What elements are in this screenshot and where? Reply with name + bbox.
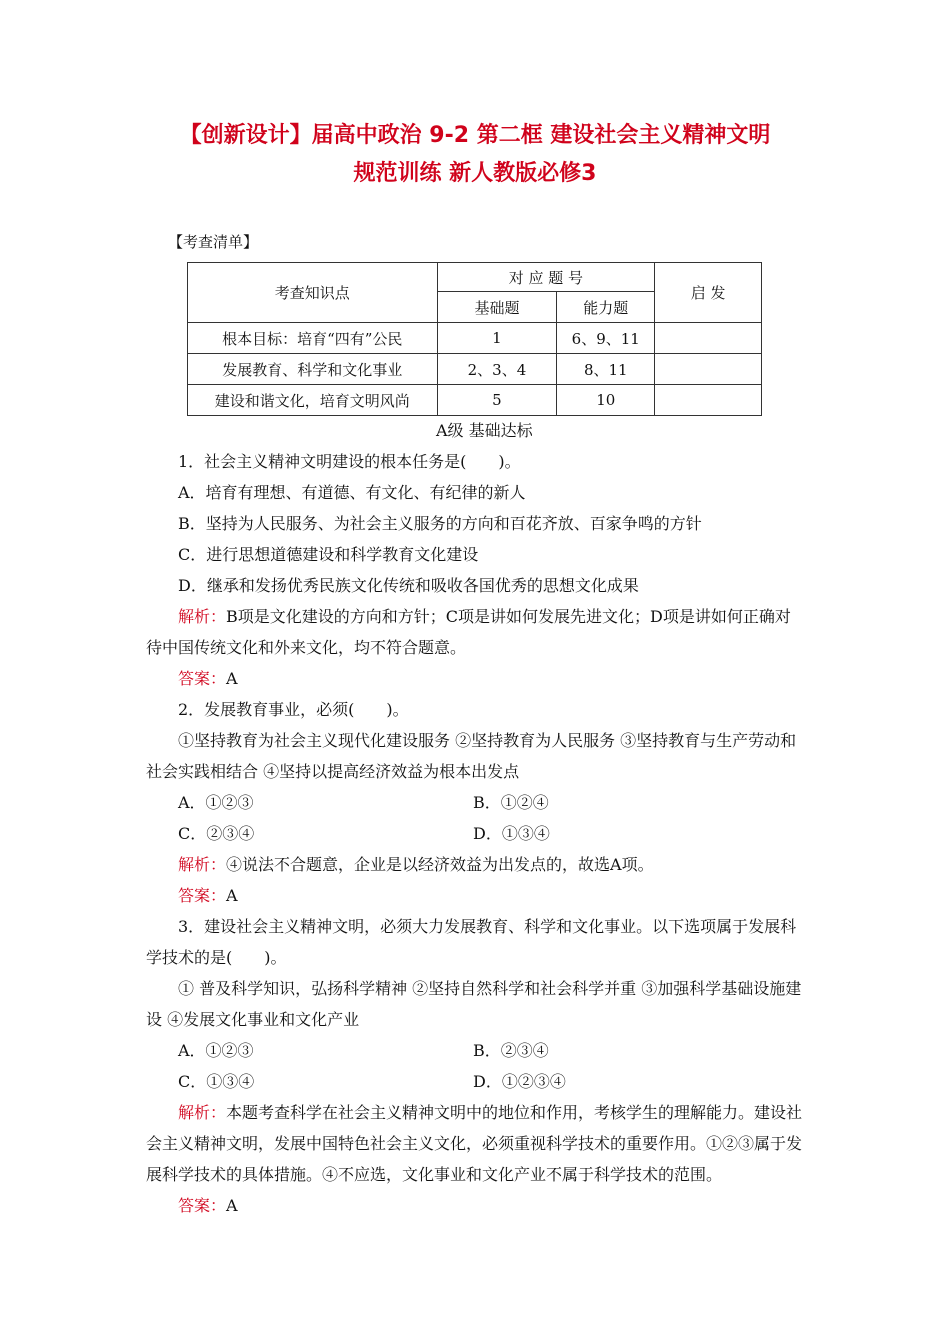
q3-analysis <box>146 1097 806 1190</box>
row-topic: 建设和谐文化，培育文明风尚 <box>188 385 438 416</box>
q1-stem: 1．社会主义精神文明建设的根本任务是( )。 <box>178 452 521 471</box>
q2-answer-value: A <box>226 886 238 905</box>
row-insight <box>655 323 762 354</box>
row-insight <box>655 385 762 416</box>
header-ability: 能力题 <box>557 292 655 323</box>
document-title-line2: 规范训练 新人教版必修3 <box>353 161 597 186</box>
q3-option-c: C．①③④ <box>178 1072 255 1091</box>
q3-answer-label: 答案： <box>178 1196 227 1215</box>
row-insight <box>655 354 762 385</box>
q2-analysis-label: 解析： <box>178 855 227 874</box>
q3-answer-value: A <box>226 1196 238 1215</box>
q2-answer-label: 答案： <box>178 886 227 905</box>
checklist-table <box>187 262 762 416</box>
row-basic: 2、3、4 <box>437 354 557 385</box>
table-row <box>188 354 762 385</box>
row-topic: 根本目标：培育“四有”公民 <box>188 323 438 354</box>
q1-analysis <box>146 601 806 663</box>
q3-option-a: A．①②③ <box>178 1041 254 1060</box>
row-topic: 发展教育、科学和文化事业 <box>188 354 438 385</box>
q1-answer-value: A <box>226 669 238 688</box>
q3-analysis-text: 本题考查科学在社会主义精神文明中的地位和作用，考核学生的理解能力。建设社会主义精神文明，发展中国特色社会主义文化，必须重视科学技术的重要作用。①②③属于发展科学技术的具体措施。④不应选，文化事业和文化产业不属于科学技术的范围。 <box>146 1103 803 1184</box>
q2-option-c: C．②③④ <box>178 824 255 843</box>
q2-analysis-text: ④说法不合题意，企业是以经济效益为出发点的，故选A项。 <box>226 855 654 874</box>
checklist-label: 【考查清单】 <box>168 233 259 251</box>
q1-option-b: B．坚持为人民服务、为社会主义服务的方向和百花齐放、百家争鸣的方针 <box>178 514 702 533</box>
document-title-line1: 【创新设计】届高中政治 9-2 第二框 建设社会主义精神文明 <box>179 123 771 148</box>
q1-option-d: D．继承和发扬优秀民族文化传统和吸收各国优秀的思想文化成果 <box>178 576 639 595</box>
row-basic: 5 <box>437 385 557 416</box>
q2-answer <box>178 880 238 911</box>
header-basic: 基础题 <box>437 292 557 323</box>
row-ability: 10 <box>557 385 655 416</box>
q3-option-b: B．②③④ <box>473 1041 549 1060</box>
q3-stem: 3．建设社会主义精神文明，必须大力发展教育、科学和文化事业。以下选项属于发展科学技术的是( )。 <box>146 917 797 967</box>
q2-statements: ①坚持教育为社会主义现代化建设服务 ②坚持教育为人民服务 ③坚持教育与生产劳动和社会实践相结合 ④坚持以提高经济效益为根本出发点 <box>146 731 797 781</box>
q2-analysis <box>178 849 654 880</box>
table-row <box>188 323 762 354</box>
q2-option-b: B．①②④ <box>473 793 549 812</box>
header-insight: 启 发 <box>655 263 762 323</box>
q1-option-c: C．进行思想道德建设和科学教育文化建设 <box>178 545 479 564</box>
row-ability: 6、9、11 <box>557 323 655 354</box>
q2-stem: 2．发展教育事业，必须( )。 <box>178 700 409 719</box>
header-question-group: 对 应 题 号 <box>437 263 655 292</box>
q2-option-a: A．①②③ <box>178 793 254 812</box>
q1-answer <box>178 663 238 694</box>
header-knowledge: 考查知识点 <box>188 263 438 323</box>
q1-answer-label: 答案： <box>178 669 227 688</box>
q3-answer <box>178 1190 238 1221</box>
q2-option-d: D．①③④ <box>473 824 550 843</box>
q3-analysis-label: 解析： <box>178 1103 227 1122</box>
q1-analysis-label: 解析： <box>178 607 227 626</box>
row-basic: 1 <box>437 323 557 354</box>
q3-option-d: D．①②③④ <box>473 1072 566 1091</box>
q1-analysis-text: B项是文化建设的方向和方针；C项是讲如何发展先进文化；D项是讲如何正确对待中国传统文化和外来文化，均不符合题意。 <box>146 607 791 657</box>
row-ability: 8、11 <box>557 354 655 385</box>
table-row <box>188 385 762 416</box>
q3-statements: ① 普及科学知识，弘扬科学精神 ②坚持自然科学和社会科学并重 ③加强科学基础设施建设 ④发展文化事业和文化产业 <box>146 979 802 1029</box>
level-heading: A级 基础达标 <box>436 421 533 440</box>
q1-option-a: A．培育有理想、有道德、有文化、有纪律的新人 <box>178 483 526 502</box>
